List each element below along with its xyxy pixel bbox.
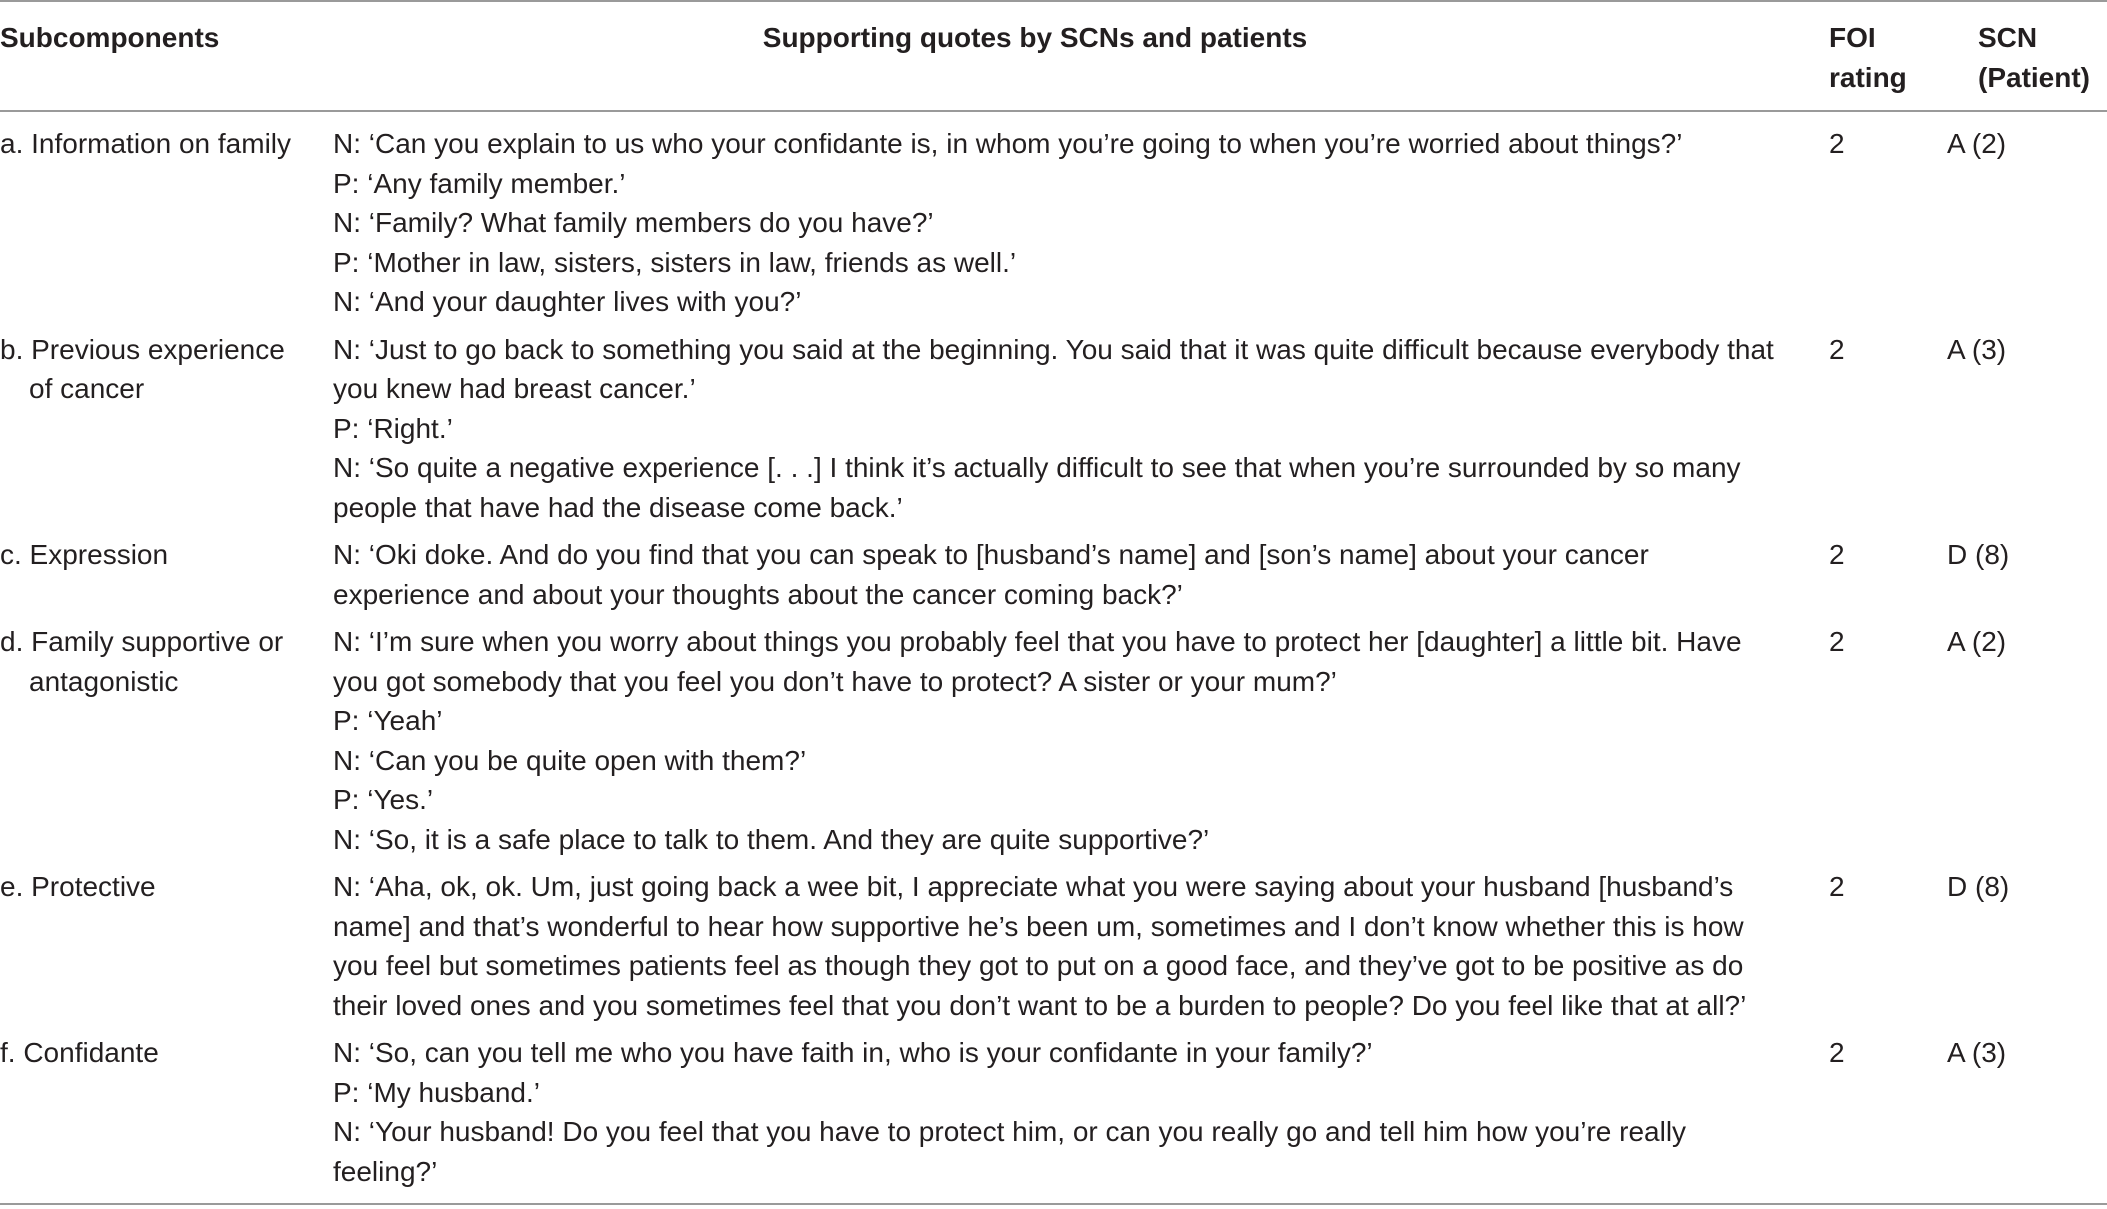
quote-line: P: ‘My husband.’ <box>333 1076 540 1108</box>
subcomponent-label: c. Expression <box>0 539 169 570</box>
table-row <box>0 867 2107 1025</box>
quote-line: N: ‘I’m sure when you worry about things you probably feel that you have to protect her [daughter] a little bit. Have you got somebody that you feel you don’t have to protect? A sister or your mum?’ <box>333 626 1742 697</box>
subcomponent-label: e. Protective <box>0 871 156 902</box>
header-foi-rating <box>1829 18 1949 98</box>
header-scn-patient <box>1978 18 2107 98</box>
subcomponent-cell <box>0 622 300 859</box>
foi-rating-cell: 2 <box>1829 871 1845 902</box>
subcomponent-cell <box>0 124 300 322</box>
scn-patient-cell: D (8) <box>1947 539 2010 570</box>
scn-patient-cell: A (3) <box>1947 333 2007 365</box>
table-row <box>0 535 2107 614</box>
quote-line: N: ‘So quite a negative experience [. . .] I think it’s actually difficult to see that when you’re surrounded by so many people that have had the disease come back.’ <box>333 452 1741 523</box>
foi-rating-cell: 2 <box>1829 333 1845 365</box>
quote-line: P: ‘Yeah’ <box>333 705 443 736</box>
quote-line: N: ‘Your husband! Do you feel that you have to protect him, or can you really go and tell him how you’re really feeling?’ <box>333 1116 1687 1187</box>
table-header <box>0 2 2107 112</box>
quote-line: N: ‘Oki doke. And do you find that you can speak to [husband’s name] and [son’s name] about your cancer experience and about your thoughts about the cancer coming back?’ <box>333 539 1649 610</box>
foi-rating-cell: 2 <box>1829 1037 1845 1068</box>
table-body <box>0 112 2107 1203</box>
header-scn-line2: (Patient) <box>1978 62 2090 93</box>
foi-rating-cell: 2 <box>1829 539 1845 570</box>
quote-line: P: ‘Yes.’ <box>333 784 434 815</box>
quotes-cell <box>300 622 1798 859</box>
header-subcomponents: Subcomponents <box>0 22 220 53</box>
subcomponent-cell <box>0 867 300 1025</box>
header-foi-line2: rating <box>1829 62 1907 93</box>
table-row <box>0 1033 2107 1191</box>
quote-line: N: ‘Family? What family members do you have?’ <box>333 207 934 238</box>
subcomponent-label: f. Confidante <box>0 1037 159 1068</box>
quotes-cell <box>300 867 1798 1025</box>
subcomponent-label: b. Previous experience of cancer <box>0 333 285 404</box>
subcomponent-cell <box>0 330 300 528</box>
header-quotes: Supporting quotes by SCNs and patients <box>762 22 1308 53</box>
foi-rating-cell: 2 <box>1829 626 1845 657</box>
quote-line: P: ‘Right.’ <box>333 412 453 444</box>
subcomponent-cell <box>0 535 300 614</box>
quote-line: N: ‘Can you be quite open with them?’ <box>333 744 807 776</box>
subcomponent-label: d. Family supportive or antagonistic <box>0 626 284 697</box>
scn-patient-cell: A (2) <box>1947 626 2007 657</box>
quote-line: P: ‘Any family member.’ <box>333 167 626 199</box>
scn-patient-cell: A (2) <box>1947 128 2007 159</box>
table-row <box>0 622 2107 859</box>
quotes-cell <box>300 124 1798 322</box>
quote-line: N: ‘Just to go back to something you said at the beginning. You said that it was quite difficult because everybody that you knew had breast cancer.’ <box>333 333 1774 404</box>
table-row <box>0 124 2107 322</box>
scn-patient-cell: D (8) <box>1947 871 2010 902</box>
subcomponent-label: a. Information on family <box>0 128 292 159</box>
foi-rating-cell: 2 <box>1829 128 1845 159</box>
header-foi-line1: FOI <box>1829 22 1876 53</box>
quote-line: N: ‘So, it is a safe place to talk to them. And they are quite supportive?’ <box>333 823 1210 855</box>
quote-line: N: ‘And your daughter lives with you?’ <box>333 286 802 317</box>
quotes-cell <box>300 535 1798 614</box>
quotes-cell <box>300 1033 1798 1191</box>
quote-line: P: ‘Mother in law, sisters, sisters in law, friends as well.’ <box>333 246 1017 278</box>
quote-line: N: ‘So, can you tell me who you have faith in, who is your confidante in your family?’ <box>333 1037 1373 1068</box>
subcomponent-cell <box>0 1033 300 1191</box>
table-row <box>0 330 2107 528</box>
quote-line: N: ‘Can you explain to us who your confidante is, in whom you’re going to when you’re worried about things?’ <box>333 128 1683 159</box>
quotes-cell <box>300 330 1798 528</box>
header-scn-line1: SCN <box>1978 22 2038 53</box>
scn-patient-cell: A (3) <box>1947 1037 2007 1068</box>
quote-line: N: ‘Aha, ok, ok. Um, just going back a wee bit, I appreciate what you were saying about your husband [husband’s name] and that’s wonderful to hear how supportive he’s been um, sometimes and I don’t know whether this is how you feel but sometimes patients feel as though they got to put on a good face, and they’ve got to be positive as do their loved ones and you sometimes feel that you don’t want to be a burden to people? Do you feel like that at all?’ <box>333 871 1747 1021</box>
